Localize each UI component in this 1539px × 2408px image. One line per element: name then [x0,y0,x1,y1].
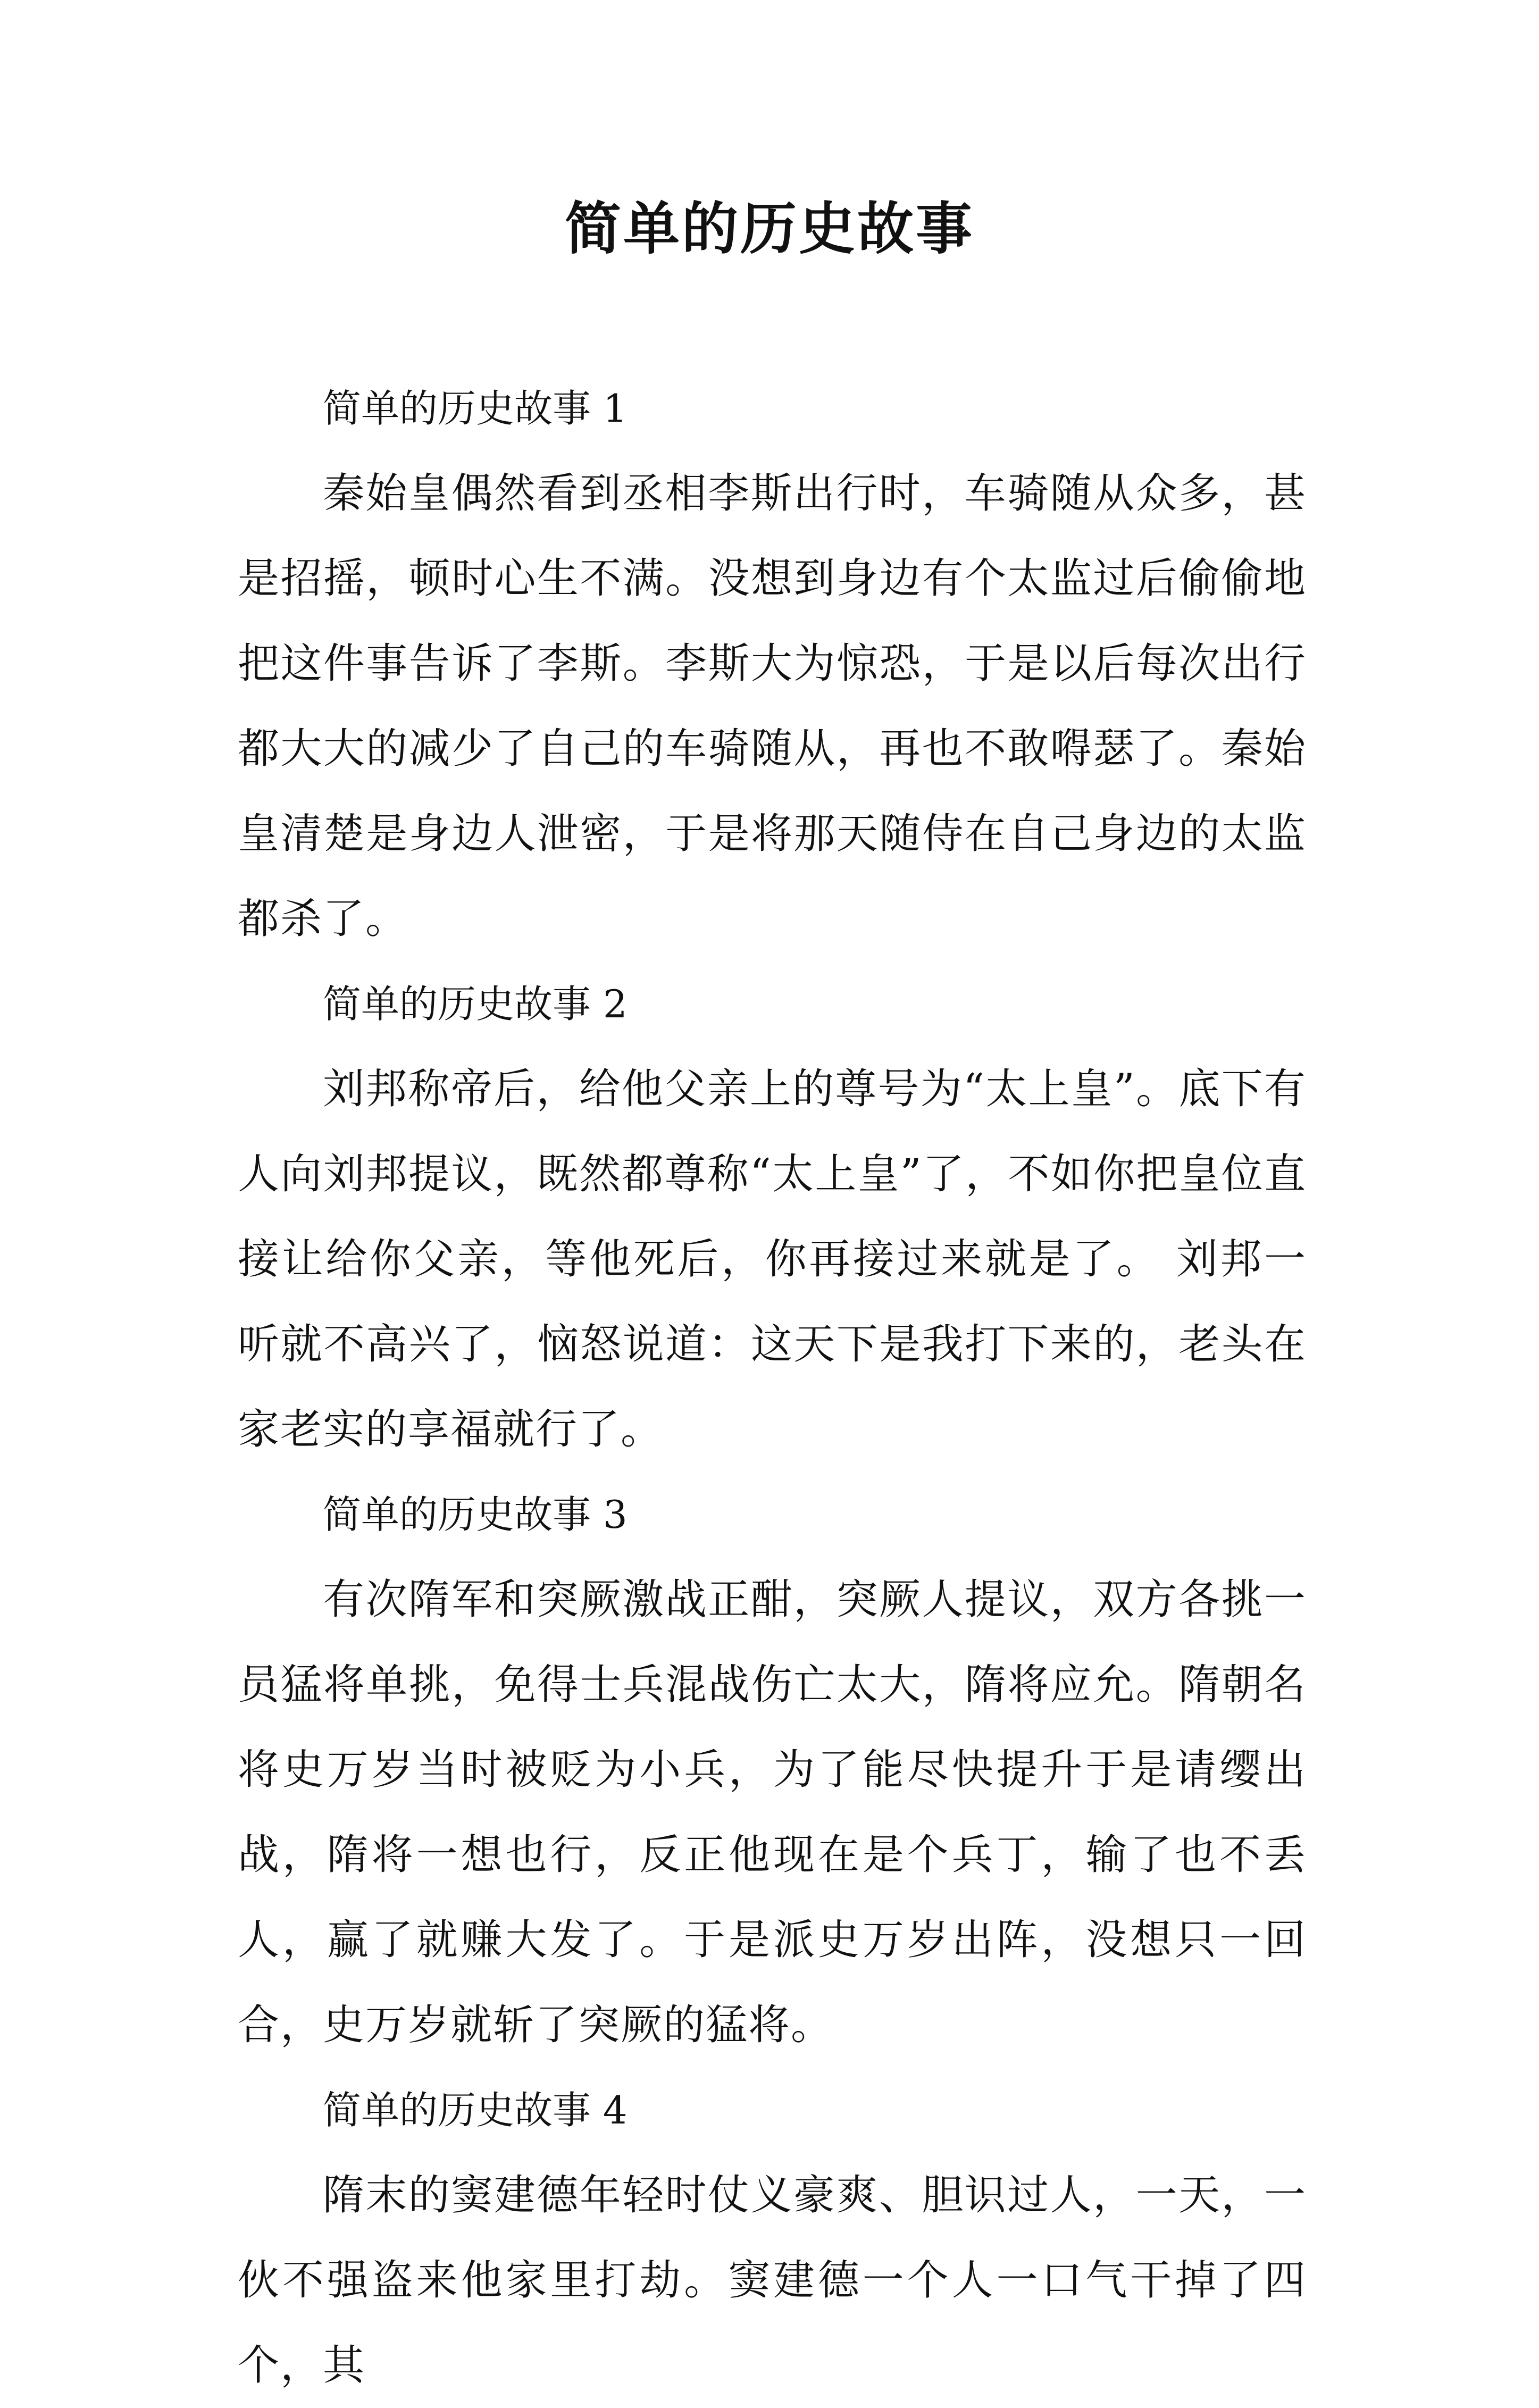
section-paragraph-1: 秦始皇偶然看到丞相李斯出行时，车骑随从众多，甚是招摇，顿时心生不满。没想到身边有个太监过后偷偷地把这件事告诉了李斯。李斯大为惊恐，于是以后每次出行都大大的减少了自己的车骑随从，再也不敢嘚瑟了。秦始皇清楚是身边人泄密，于是将那天随侍在自己身边的太监都杀了。 [238,470,1307,943]
section-heading-1: 简单的历史故事 1 [323,386,628,431]
section-heading-3: 简单的历史故事 3 [323,1492,628,1537]
document-body [238,366,1307,2408]
document-title: 简单的历史故事 [565,195,974,262]
section-paragraph-2: 刘邦称帝后，给他父亲上的尊号为“太上皇”。底下有人向刘邦提议，既然都尊称“太上皇”了，不如你把皇位直接让给你父亲，等他死后，你再接过来就是了。 刘邦一听就不高兴了，恼怒说道：这天下是我打下来的，老头在家老实的享福就行了。 [238,1065,1307,1453]
section-heading-2: 简单的历史故事 2 [323,982,628,1026]
section-paragraph-4: 隋末的窦建德年轻时仗义豪爽、胆识过人，一天，一伙不强盗来他家里打劫。窦建德一个人一口气干掉了四个，其 [238,2171,1307,2389]
section-heading-4: 简单的历史故事 4 [323,2088,628,2133]
section-paragraph-3: 有次隋军和突厥激战正酣，突厥人提议，双方各挑一员猛将单挑，免得士兵混战伤亡太大，隋将应允。隋朝名将史万岁当时被贬为小兵，为了能尽快提升于是请缨出战，隋将一想也行，反正他现在是个兵丁，输了也不丢人，赢了就赚大发了。于是派史万岁出阵，没想只一回合，史万岁就斩了突厥的猛将。 [238,1576,1307,2049]
